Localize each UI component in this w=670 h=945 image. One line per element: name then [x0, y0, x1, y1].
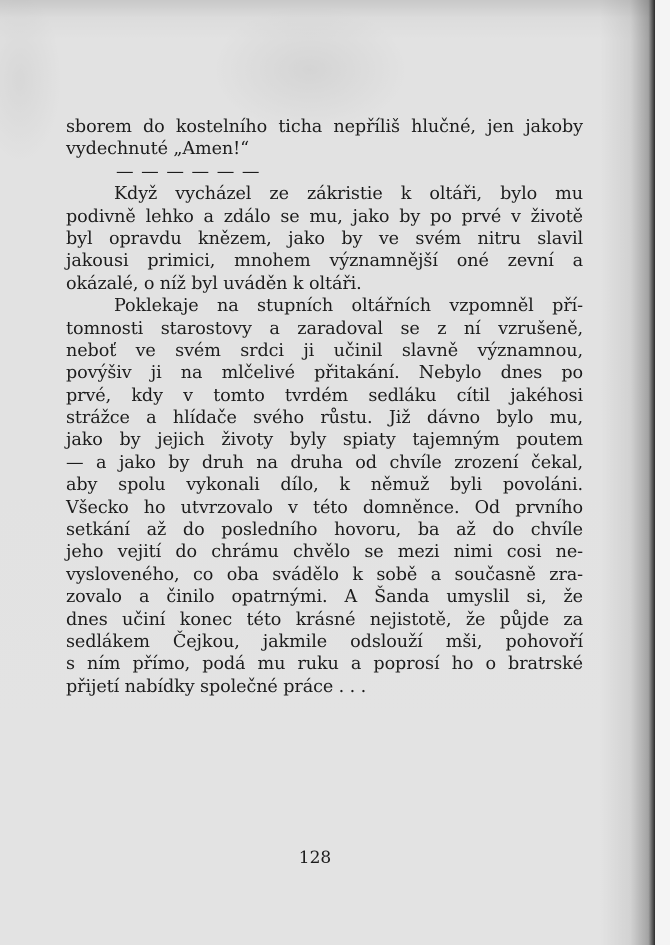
- text-line: tomnosti starostovy a zaradoval se z ní vzrušeně,: [66, 318, 583, 339]
- text-line: podivně lehko a zdálo se mu, jako by po prvé v životě: [66, 206, 583, 227]
- text-line: aby spolu vykonali dílo, k němuž byli povoláni.: [66, 475, 583, 496]
- text-line: dnes učiní konec této krásné nejistotě, že půjde za: [66, 609, 583, 630]
- text-line: sedlákem Čejkou, jakmile odslouží mši, pohovoří: [66, 631, 583, 652]
- body-text: [66, 116, 583, 698]
- text-line: Všecko ho utvrzovalo v této domněnce. Od prvního: [66, 497, 583, 518]
- text-line: přijetí nabídky společné práce . . .: [66, 676, 367, 697]
- text-line: byl opravdu knězem, jako by ve svém nitru slavil: [66, 228, 583, 249]
- adjacent-page-edge: [655, 0, 670, 945]
- page-edge-shadow: [600, 0, 655, 945]
- text-line: jakousi primici, mnohem významnější oné zevní a: [66, 251, 583, 272]
- text-line: okázalé, o níž byl uváděn k oltáři.: [66, 273, 362, 294]
- text-line: prvé, kdy v tomto tvrdém sedláku cítil jakéhosi: [66, 385, 583, 406]
- text-line: setkání až do posledního hovoru, ba až do chvíle: [66, 520, 583, 541]
- text-line: vysloveného, co oba svádělo k sobě a současně zra-: [66, 564, 583, 585]
- text-line: jeho vejití do chrámu chvělo se mezi nimi cosi ne-: [66, 542, 583, 563]
- text-line: neboť ve svém srdci ji učinil slavně významnou,: [66, 340, 583, 361]
- text-line: s ním přímo, podá mu ruku a poprosí ho o bratrské: [66, 654, 583, 675]
- text-line: strážce a hlídače svého růstu. Již dávno bylo mu,: [66, 408, 583, 429]
- section-separator: — — — — — —: [116, 161, 261, 182]
- text-line: Když vycházel ze zákristie k oltáři, bylo mu: [114, 184, 583, 205]
- text-line: jako by jejich životy byly spiaty tajemným poutem: [66, 430, 583, 451]
- page-number: 128: [298, 848, 332, 868]
- text-line: vydechnuté „Amen!“: [66, 139, 249, 160]
- text-line: sborem do kostelního ticha nepříliš hlučné, jen jakoby: [66, 117, 583, 137]
- text-line: — a jako by druh na druha od chvíle zrození čekal,: [66, 452, 583, 473]
- text-line: zovalo a činilo opatrnými. A Šanda umyslil si, že: [66, 587, 583, 608]
- text-line: Poklekaje na stupních oltářních vzpomněl pří-: [114, 296, 583, 317]
- text-line: povýšiv ji na mlčelivé přitakání. Nebylo dnes po: [66, 363, 583, 384]
